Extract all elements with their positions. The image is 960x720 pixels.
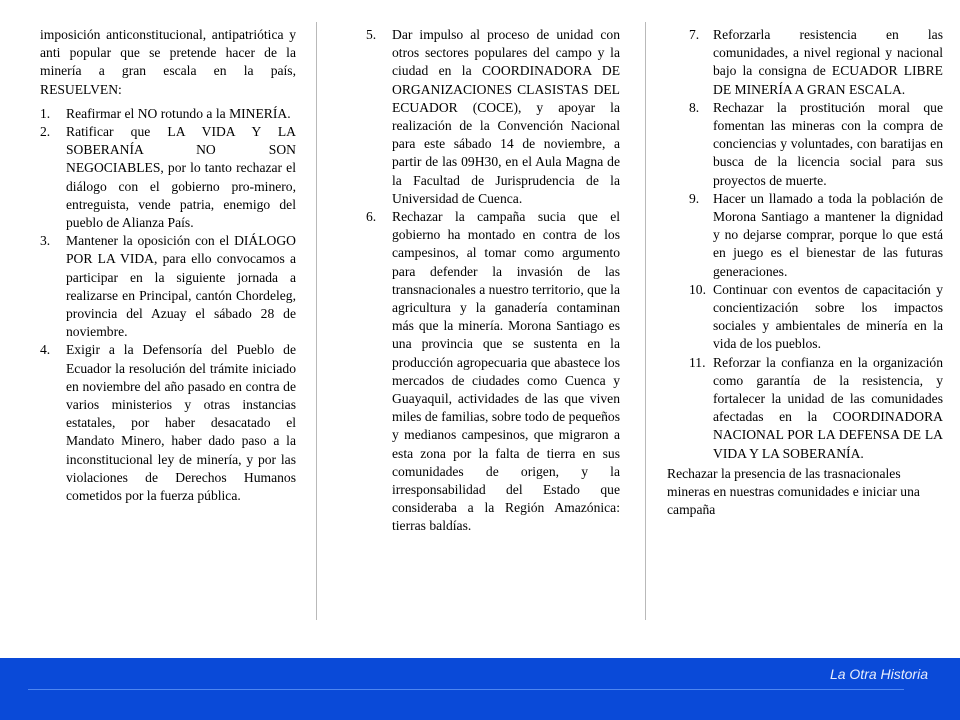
footer-rule xyxy=(28,689,904,690)
item-number: 5. xyxy=(366,27,377,42)
list-item xyxy=(667,190,943,281)
column-divider xyxy=(645,22,646,620)
item-number: 11. xyxy=(689,354,706,370)
list-item xyxy=(366,208,620,536)
list-item xyxy=(667,354,943,463)
item-text: Rechazar la campaña sucia que el gobierno ha montado en contra de los campesinos, al tomar como argumento para defender la invasión de las transnacionales a nuestro territorio, que la agricultura y la ganadería contaminan más que la minería. Morona Santiago es una provincia que se sustenta en la producción agropecuaria que abastece los mercados de ciudades como Cuenca y Guayaquil, actividades de las que viven miles de familias, sobre todo de pequeños y medianos campesinos, que migraron a esta zona por la falta de tierra en sus comunidades de origen, y la irresponsabilidad del Estado que consideraba a la Región Amazónica: tierras baldías. xyxy=(392,209,620,534)
list-item xyxy=(667,99,943,190)
list-item xyxy=(40,232,296,341)
item-text: Reforzarla resistencia en las comunidades, a nivel regional y nacional bajo la consigna de ECUADOR LIBRE DE MINERÍA A GRAN ESCALA. xyxy=(713,27,943,97)
item-number: 1. xyxy=(40,105,51,121)
column-1 xyxy=(40,26,296,505)
item-text: Mantener la oposición con el DIÁLOGO POR LA VIDA, para ello convocamos a participar en la siguiente jornada a realizarse en Principal, cantón Chordeleg, provincia del Azuay el sábado 28 de noviembre. xyxy=(66,233,296,340)
item-text: Hacer un llamado a toda la población de Morona Santiago a mantener la dignidad y no dejarse comprar, porque lo que está en juego es el bienestar de las futuras generaciones. xyxy=(713,190,943,279)
item-number: 7. xyxy=(689,27,700,42)
item-text: Reforzar la confianza en la organización como garantía de la resistencia, y fortalecer la unidad de las comunidades afectadas en la COORDINADORA NACIONAL POR LA DEFENSA DE LA VIDA Y LA SOBERANÍA. xyxy=(713,354,943,461)
item-number: 2. xyxy=(40,124,51,140)
item-text: Rechazar la prostitución moral que fomentan las mineras con la compra de conciencias y voluntades, con baratijas en busca de la licencia social para sus proyectos de muerte. xyxy=(713,99,943,188)
item-text: Continuar con eventos de capacitación y concientización sobre los impactos sociales y ambientales de minería en la vida de los pueblos. xyxy=(713,281,943,352)
item-number: 10. xyxy=(689,281,706,297)
list-item xyxy=(40,123,296,232)
resolutions-list-2 xyxy=(366,26,620,536)
item-text: Ratificar que LA VIDA Y LA SOBERANÍA NO SON NEGOCIABLES, por lo tanto rechazar el diálogo con el gobierno pro-minero, entreguista, vende patria, enemigo del pueblo de Alianza País. xyxy=(66,124,296,231)
footer-bar xyxy=(0,658,960,720)
item-number: 4. xyxy=(40,342,51,358)
column-divider xyxy=(316,22,317,620)
item-number: 6. xyxy=(366,209,377,225)
item-number: 9. xyxy=(689,190,700,206)
column-3 xyxy=(667,26,943,519)
list-item xyxy=(667,26,943,99)
resolutions-list-3 xyxy=(667,26,943,463)
item-text: Reafirmar el NO rotundo a la MINERÍA. xyxy=(66,105,291,121)
list-item xyxy=(40,341,296,505)
list-item xyxy=(667,281,943,354)
resolutions-list-1 xyxy=(40,105,296,505)
item-text: Dar impulso al proceso de unidad con otros sectores populares del campo y la ciudad en la COORDINADORA DE ORGANIZACIONES CLASISTAS DEL ECUADOR (COCE), y apoyar la realización de la Convención Nacional para este sábado 14 de noviembre, a partir de las 09H30, en el Aula Magna de la Facultad de Jurisprudencia de la Universidad de Cuenca. xyxy=(392,27,620,206)
column-2 xyxy=(366,26,620,536)
list-item xyxy=(40,105,296,123)
item-number: 3. xyxy=(40,233,51,249)
item-number: 8. xyxy=(689,99,700,115)
item-text: Exigir a la Defensoría del Pueblo de Ecuador la resolución del trámite iniciado en noviembre del año pasado en contra de varios ministerios y otras instancias estatales, por haber desacatado el Mandato Minero, haber dado paso a la inconstitucional ley de minería, y por las violaciones de Derechos Humanos cometidos por la fuerza pública. xyxy=(66,342,296,504)
closing-paragraph: Rechazar la presencia de las trasnacionales mineras en nuestras comunidades e iniciar una campaña xyxy=(667,465,920,518)
intro-paragraph: imposición anticonstitucional, antipatriótica y anti popular que se pretende hacer de la minería a gran escala en la país, RESUELVEN: xyxy=(40,27,296,97)
footer-title: La Otra Historia xyxy=(829,666,928,682)
list-item xyxy=(366,26,620,208)
